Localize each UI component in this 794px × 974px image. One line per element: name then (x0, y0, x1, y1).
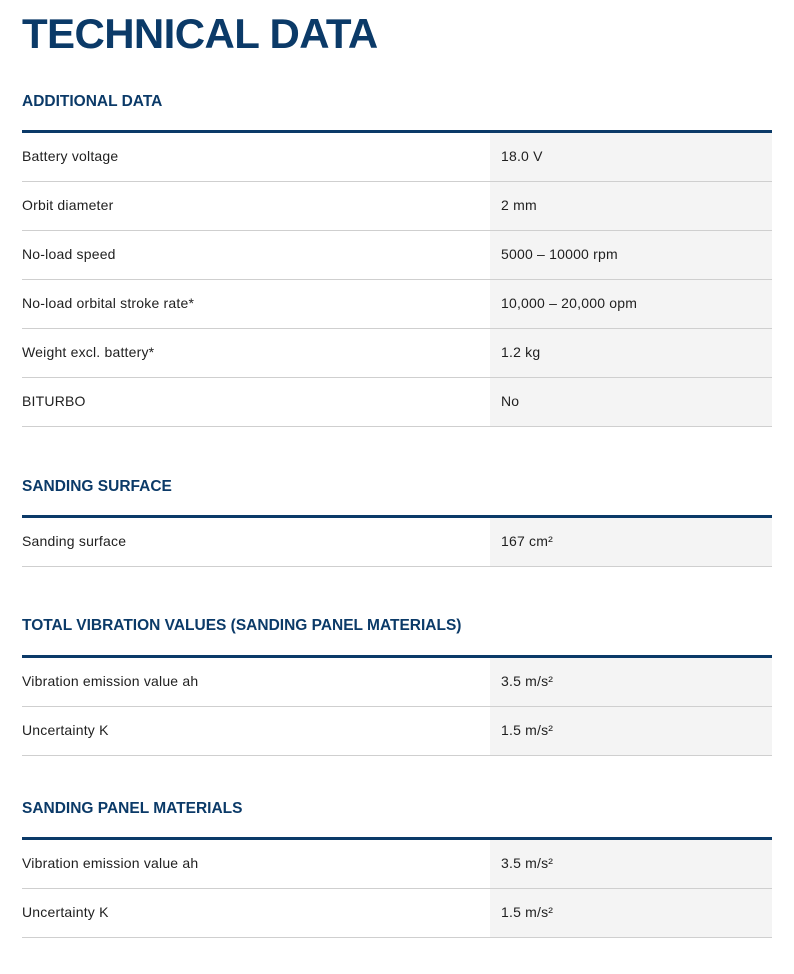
table-row (22, 182, 772, 231)
spec-label: Vibration emission value ah (22, 673, 199, 689)
section-heading: ADDITIONAL DATA (22, 93, 163, 110)
table-row (22, 707, 772, 756)
spec-label: Sanding surface (22, 533, 127, 549)
spec-value: 1.5 m/s² (490, 707, 772, 755)
table-row (22, 280, 772, 329)
section-total-vibration-values (22, 616, 772, 738)
section-heading: SANDING SURFACE (22, 478, 172, 495)
spec-label: Orbit diameter (22, 197, 114, 213)
table-row (22, 840, 772, 889)
spec-value: 2 mm (490, 182, 772, 230)
spec-value: 18.0 V (490, 133, 772, 181)
spec-table (22, 655, 772, 756)
spec-label: Vibration emission value ah (22, 855, 199, 871)
spec-table (22, 130, 772, 427)
spec-value: 1.5 m/s² (490, 889, 772, 937)
spec-table (22, 515, 772, 567)
table-row (22, 329, 772, 378)
section-sanding-panel-materials (22, 799, 772, 920)
table-row (22, 889, 772, 938)
table-row (22, 378, 772, 427)
spec-label: Uncertainty K (22, 722, 109, 738)
spec-table (22, 837, 772, 938)
section-heading: SANDING PANEL MATERIALS (22, 800, 243, 817)
spec-label: No-load orbital stroke rate* (22, 295, 195, 311)
section-heading: TOTAL VIBRATION VALUES (SANDING PANEL MATERIALS) (22, 617, 462, 634)
spec-value: 1.2 kg (490, 329, 772, 377)
spec-value: 167 cm² (490, 518, 772, 566)
table-row (22, 133, 772, 182)
spec-value: No (490, 378, 772, 426)
table-row (22, 518, 772, 567)
spec-value: 5000 – 10000 rpm (490, 231, 772, 279)
page-title: TECHNICAL DATA (22, 10, 378, 57)
spec-label: BITURBO (22, 393, 86, 409)
spec-label: Battery voltage (22, 148, 119, 164)
spec-value: 3.5 m/s² (490, 658, 772, 706)
spec-value: 3.5 m/s² (490, 840, 772, 888)
table-row (22, 231, 772, 280)
table-row (22, 658, 772, 707)
spec-label: Uncertainty K (22, 904, 109, 920)
section-sanding-surface (22, 477, 772, 549)
spec-label: Weight excl. battery* (22, 344, 155, 360)
spec-label: No-load speed (22, 246, 116, 262)
section-additional-data (22, 92, 772, 409)
spec-value: 10,000 – 20,000 opm (490, 280, 772, 328)
